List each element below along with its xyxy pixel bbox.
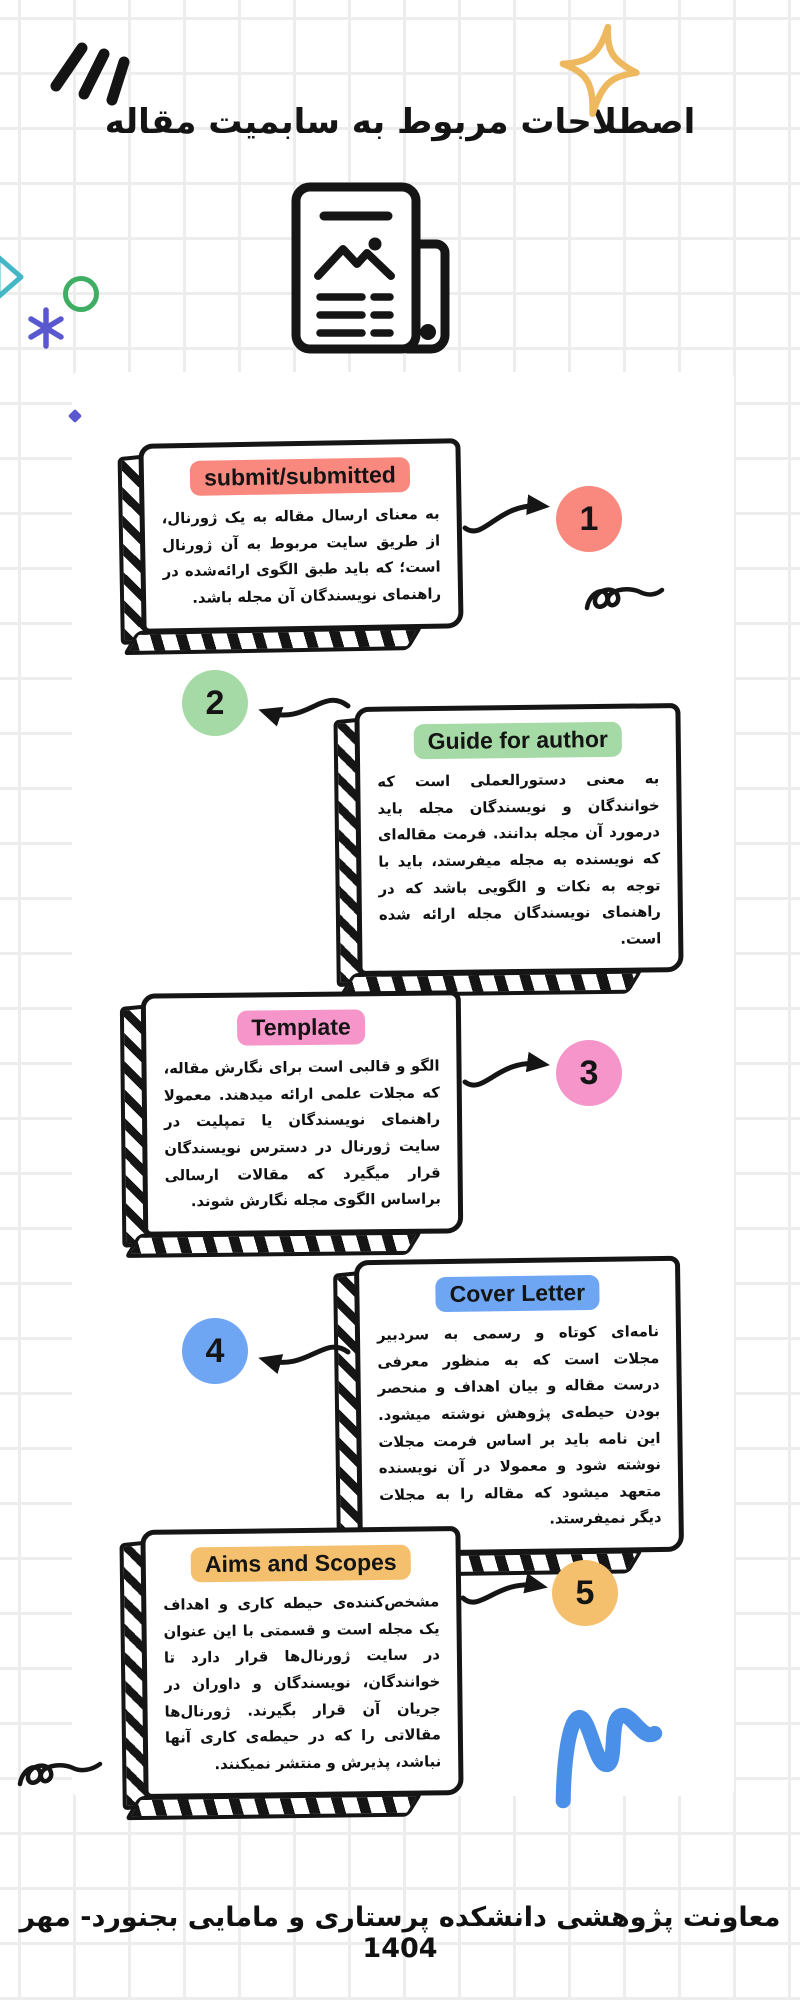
term-card-3 xyxy=(141,990,464,1236)
asterisk-strokes xyxy=(31,310,61,346)
term-description: مشخص‌کننده‌ی حیطه کاری و اهداف یک مجله است و قسمتی با این عنوان در سایت ژورنال‌ها قرار دارد تا خوانندگان، نویسندگان و داوران در جریان آن قرار بگیرند. ژورنال‌ها مقالاتی را که در حیطه‌ی کاری آنها نباشد، پذیرش و منتشر نمیکنند. xyxy=(163,1593,442,1773)
term-description: الگو و قالبی است برای نگارش مقاله، که مجلات علمی ارائه میدهند. معمولا راهنمای نویسندگان یا تمپلیت در سایت ژورنال در دسترس نویسندگان قرار میگیرد که مقالات ارسالی براساس الگوی مجله نگارش شوند. xyxy=(163,1057,441,1211)
card-body xyxy=(141,990,464,1236)
term-card-2 xyxy=(354,703,683,976)
squiggle-left-icon xyxy=(16,1750,106,1792)
asterisk-icon xyxy=(26,306,66,350)
term-label: Aims and Scopes xyxy=(191,1545,411,1583)
step-badge-3: 3 xyxy=(556,1040,622,1106)
term-label: Guide for author xyxy=(413,722,622,760)
arrow-to-step-4 xyxy=(252,1326,352,1381)
term-description: نامه‌ای کوتاه و رسمی به سردبیر مجلات است که به منظور معرفی درست مقاله و بیان اهداف و منحصر بودن حیطه‌ی پژوهش نوشته میشود. این نامه باید بر اساس فرمت مجلات نوشته شود و معمولا در آن نویسنده متعهد میشود که مقاله را به مجلات دیگر نمیفرستد. xyxy=(376,1323,662,1528)
squiggle-right-icon xyxy=(584,580,666,616)
marker-scribble-path xyxy=(552,1707,662,1800)
step-badge-2: 2 xyxy=(182,670,248,736)
page-title: اصطلاحات مربوط به سابمیت مقاله xyxy=(104,102,696,142)
card-body xyxy=(138,438,463,633)
term-description: به معنای ارسال مقاله به یک ژورنال، از طریق سایت مربوط به آن ژورنال است؛ که باید طبق الگوی ارائه‌شده در راهنمای نویسندگان آن مجله باشد. xyxy=(161,505,442,607)
arrow-to-step-3 xyxy=(462,1048,554,1100)
card-body xyxy=(354,703,683,976)
step-badge-4: 4 xyxy=(182,1318,248,1384)
newspaper-icon xyxy=(290,182,462,366)
marker-scribble-icon xyxy=(538,1660,679,1831)
arrow-to-step-2 xyxy=(252,678,352,733)
term-label: Cover Letter xyxy=(435,1275,599,1312)
term-label: Template xyxy=(237,1009,365,1045)
card-body xyxy=(140,1526,463,1799)
step-badge-1: 1 xyxy=(556,486,622,552)
footer-credit: معاونت پژوهشی دانشکده پرستاری و مامایی بجنورد- مهر 1404 xyxy=(19,1902,781,1964)
term-card-5 xyxy=(140,1526,463,1799)
term-card-1 xyxy=(138,438,463,633)
starburst-path xyxy=(555,20,643,120)
circle-ring-icon xyxy=(63,276,99,312)
card-body xyxy=(354,1256,684,1557)
triangle-path xyxy=(0,257,21,297)
term-label: submit/submitted xyxy=(190,457,410,496)
step-badge-5: 5 xyxy=(552,1560,618,1626)
term-card-4 xyxy=(354,1256,684,1557)
starburst-icon xyxy=(542,14,654,129)
triangle-icon xyxy=(0,250,27,304)
arrow-to-step-1 xyxy=(462,492,554,544)
term-description: به معنی دستورالعملی است که خوانندگان و نویسندگان مجله باید درمورد آن مجله بدانند. فرمت مقاله‌ای که نویسنده به مجله میفرستد، باید با توجه به نکات و الگویی باشد که در راهنمای نویسندگان مجله ارائه شده است. xyxy=(377,770,662,948)
arrow-to-step-5 xyxy=(460,1566,552,1620)
